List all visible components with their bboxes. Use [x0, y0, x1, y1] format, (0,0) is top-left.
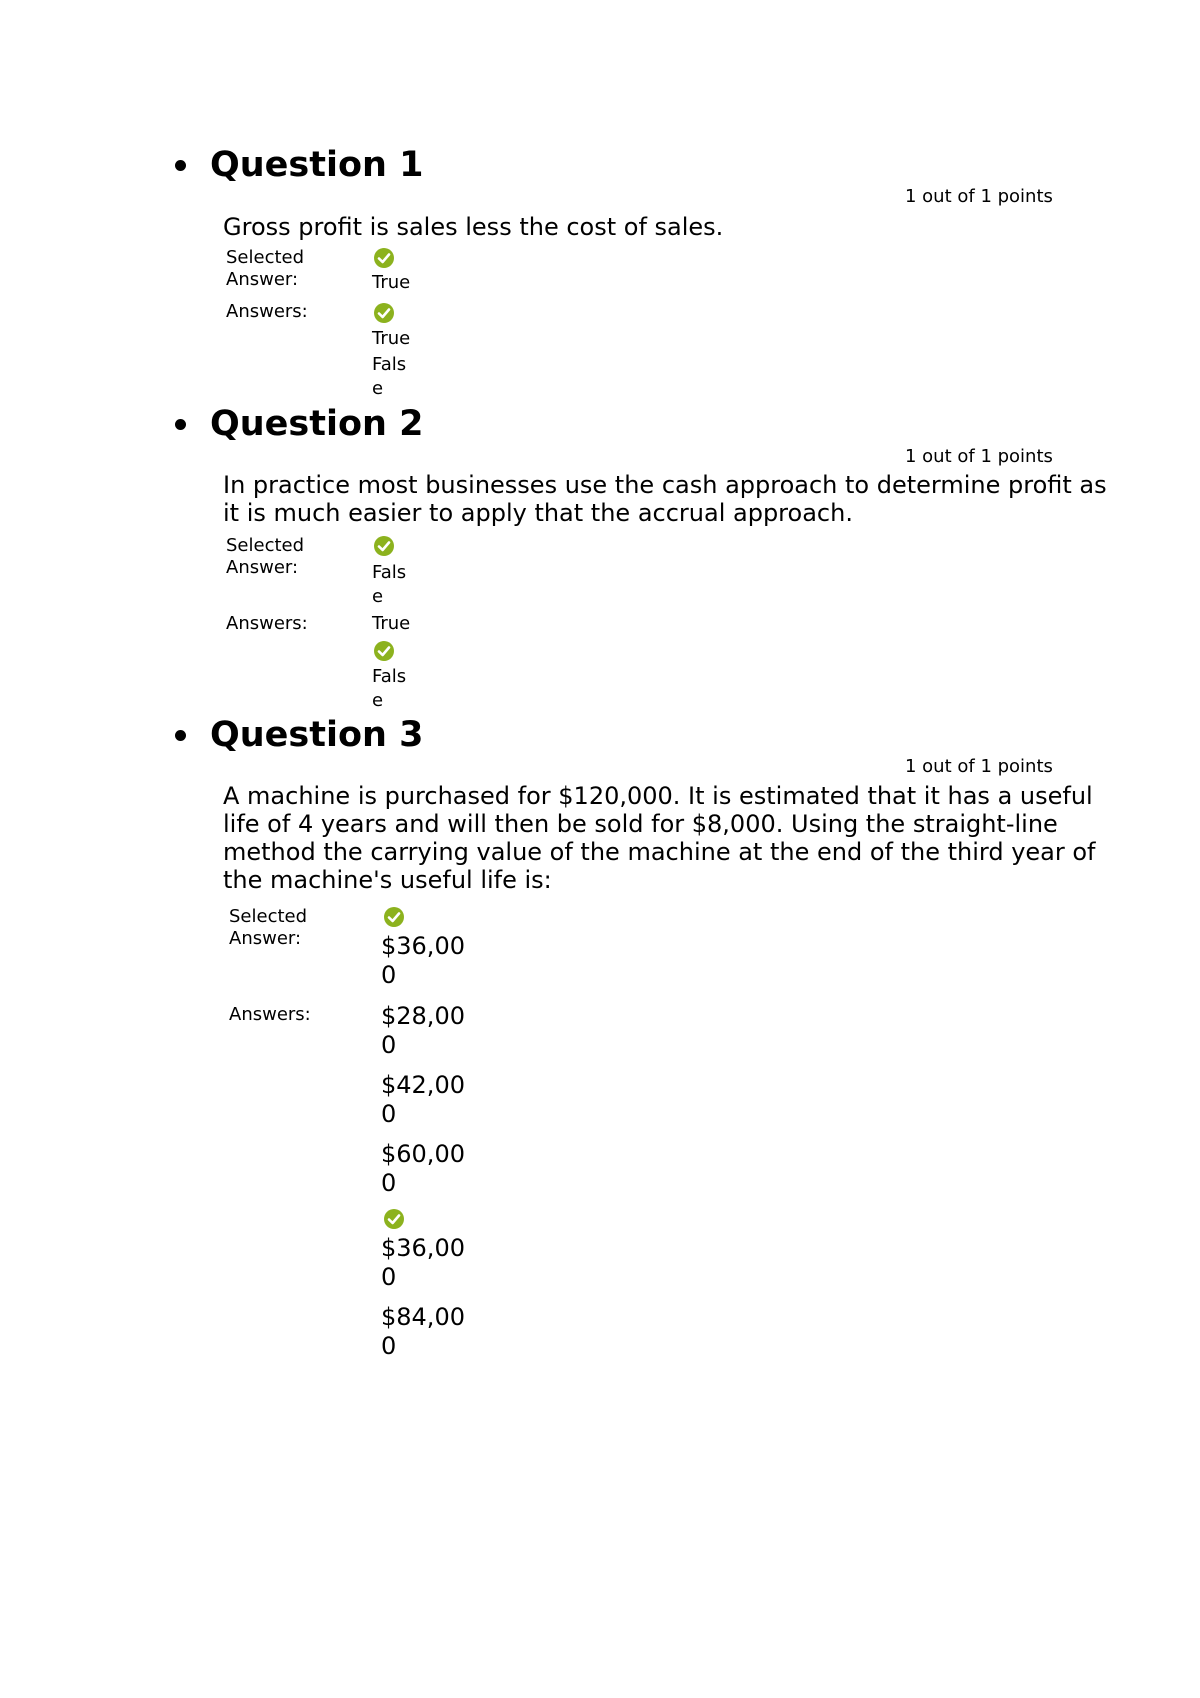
answer-option: $84,000: [381, 1303, 465, 1360]
question-title: Question 2: [210, 404, 424, 444]
question-2-heading: [175, 404, 424, 444]
bullet-icon: [175, 730, 186, 741]
correct-check-icon: [383, 906, 405, 928]
correct-check-icon: [373, 640, 395, 662]
answer-option: $28,000: [381, 1002, 465, 1059]
question-title: Question 1: [210, 145, 424, 185]
correct-check-icon: [373, 247, 395, 269]
selected-answer-value: $36,000: [381, 932, 465, 989]
bullet-icon: [175, 160, 186, 171]
question-text: A machine is purchased for $120,000. It is estimated that it has a useful life of 4 years and will then be sold for $8,000. Using the straight-line method the carrying value of the machine at the end of the third year of the machine's useful life is:: [223, 782, 1096, 894]
bullet-icon: [175, 419, 186, 430]
answer-option: False: [372, 666, 407, 711]
selected-answer-label: Selected Answer:: [226, 247, 305, 290]
question-text: Gross profit is sales less the cost of sales.: [223, 213, 724, 241]
answer-option: $36,000: [381, 1234, 465, 1291]
question-3-heading: [175, 715, 424, 755]
correct-check-icon: [373, 302, 395, 324]
selected-answer-label: Selected Answer:: [226, 535, 305, 578]
selected-answer-label: Selected Answer:: [229, 906, 308, 949]
question-points: 1 out of 1 points: [905, 446, 1053, 467]
answer-option: True: [372, 328, 411, 349]
answer-option: False: [372, 354, 407, 399]
question-points: 1 out of 1 points: [905, 756, 1053, 777]
answer-option: $42,000: [381, 1071, 465, 1128]
answer-option: $60,000: [381, 1140, 465, 1197]
selected-answer-value: False: [372, 562, 407, 607]
selected-answer-value: True: [372, 272, 411, 293]
correct-check-icon: [373, 535, 395, 557]
answers-label: Answers:: [226, 301, 308, 322]
answers-label: Answers:: [226, 613, 308, 634]
answers-label: Answers:: [229, 1004, 311, 1025]
answer-option: True: [372, 613, 411, 634]
correct-check-icon: [383, 1208, 405, 1230]
question-title: Question 3: [210, 715, 424, 755]
question-text: In practice most businesses use the cash approach to determine profit as it is much easier to apply that the accrual approach.: [223, 471, 1107, 527]
question-points: 1 out of 1 points: [905, 186, 1053, 207]
question-1-heading: [175, 145, 424, 185]
